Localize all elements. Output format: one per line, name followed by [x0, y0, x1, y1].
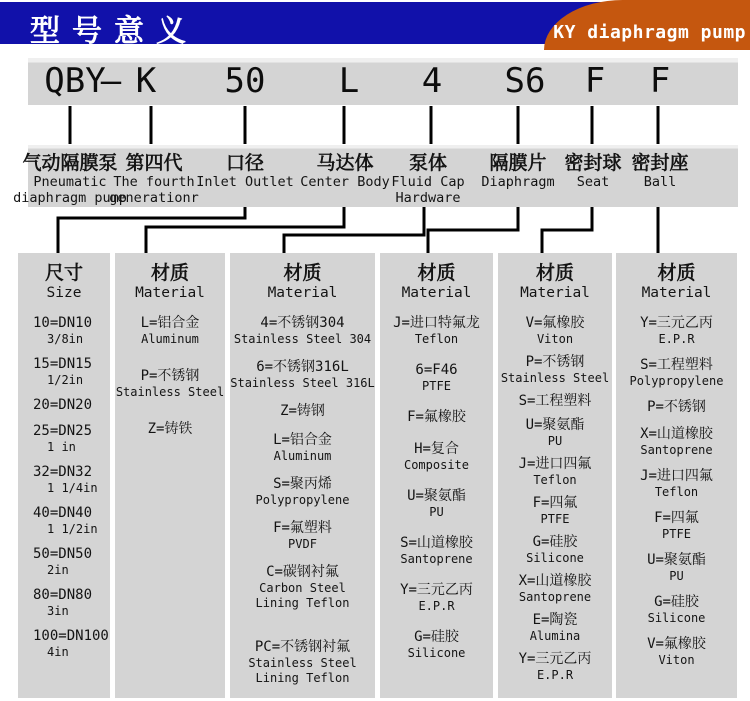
column-title-cn: 材质 [417, 262, 456, 284]
list-item: V=氟橡胶 Viton [525, 315, 585, 346]
list-item: 4=不锈钢304 Stainless Steel 304 [233, 315, 372, 346]
list-item: G=硅胶 Silicone [647, 594, 706, 625]
segment-cn: 口径 [225, 152, 265, 174]
list-item: C=碳钢衬氟 Carbon Steel Lining Teflon [255, 564, 350, 610]
list-item: S=聚丙烯 Polypropylene [255, 476, 350, 507]
list-item: 15=DN15 1/2in [33, 356, 93, 387]
column-title-cn: 尺寸 [44, 262, 83, 284]
list-item: F=氟橡胶 [407, 409, 466, 425]
column-title-cn: 材质 [657, 262, 696, 284]
list-item: Y=三元乙丙 E.P.R [400, 582, 473, 613]
list-item: G=硅胶 Silicone [407, 629, 466, 660]
segment-cn: 泵体 [408, 152, 447, 174]
column-items [380, 315, 493, 661]
code-token-diaphragm: S6 [504, 61, 546, 101]
code-token-series: QBY [44, 61, 106, 101]
list-item: S=工程塑料 Polypropylene [629, 357, 724, 388]
list-item: F=四氟 PTFE [654, 510, 699, 541]
column-size [18, 253, 110, 698]
list-item: S=工程塑料 [518, 393, 592, 409]
list-item: U=聚氨酯 PU [647, 552, 706, 583]
column-title-cn: 材质 [150, 262, 189, 284]
list-item: Z=铸铁 [147, 421, 193, 437]
list-item: 80=DN80 3in [33, 587, 93, 618]
column-items [498, 315, 612, 683]
code-token-center-body: L [338, 61, 360, 101]
segment-cn: 马达体 [316, 152, 374, 174]
list-item: J=进口四氟 Teflon [640, 468, 713, 499]
list-item: X=山道橡胶 Santoprene [640, 426, 713, 457]
segment-cn: 气动隔膜泵 [22, 152, 118, 174]
segment-seat [564, 152, 621, 190]
list-item: L=铝合金 Aluminum [140, 315, 200, 346]
segment-en: diaphragm pump [13, 190, 127, 206]
list-item: 40=DN40 1 1/2in [33, 505, 98, 536]
list-item: E=陶瓷 Alumina [529, 612, 581, 643]
column-items [230, 315, 375, 686]
connector-elbow-center-body [146, 207, 344, 253]
column-center-body-material [115, 253, 225, 698]
list-item: P=不锈钢 Stainless Steel [500, 354, 610, 385]
segment-inlet-outlet [196, 152, 294, 190]
connector-elbow-size [58, 207, 245, 253]
segment-diaphragm [481, 152, 554, 190]
column-items [18, 315, 110, 660]
list-item: L=铝合金 Aluminum [273, 432, 332, 463]
column-ball-material [616, 253, 737, 698]
column-title-en: Material [401, 285, 472, 301]
list-item: U=聚氨酯 PU [525, 417, 585, 448]
list-item: H=复合 Composite [403, 441, 470, 472]
list-item: 6=F46 PTFE [415, 362, 458, 393]
code-token-dash: – [100, 61, 122, 101]
column-title-en: Material [520, 285, 590, 301]
list-item: P=不锈钢 Stainless Steel [115, 368, 225, 399]
list-item: X=山道橡胶 Santoprene [518, 573, 592, 604]
list-item: Y=三元乙丙 E.P.R [518, 651, 592, 682]
column-fluid-cap-material [230, 253, 375, 698]
column-items [616, 315, 737, 668]
list-item: Z=铸钢 [280, 403, 325, 419]
list-item: 6=不锈钢316L Stainless Steel 316L [230, 359, 375, 390]
list-item: G=硅胶 Silicone [526, 534, 584, 565]
connector-elbow-fluid-cap [284, 207, 424, 253]
column-items [115, 315, 225, 438]
column-title-cn: 材质 [283, 262, 322, 284]
column-title-en: Material [267, 285, 338, 301]
column-title-en: Size [46, 285, 82, 301]
segment-en: Ball [643, 174, 677, 190]
segment-en: Fluid Cap [391, 174, 465, 190]
segment-en: Seat [576, 174, 610, 190]
segment-label-bar [13, 145, 738, 207]
connector-elbow-seat [542, 207, 592, 253]
code-token-seat: F [584, 61, 606, 101]
segment-center-body [300, 152, 389, 190]
list-item: 50=DN50 2in [33, 546, 93, 577]
code-token-ball: F [649, 61, 671, 101]
segment-en: Diaphragm [481, 174, 555, 190]
segment-ball [631, 152, 688, 190]
list-item: J=进口四氟 Teflon [518, 456, 592, 487]
segment-generation [109, 152, 198, 206]
column-title-cn: 材质 [535, 262, 574, 284]
connector-elbow-diaphragm [428, 207, 518, 253]
list-item: 20=DN20 [33, 397, 93, 413]
segment-en: The fourth [113, 174, 195, 190]
list-item: V=氟橡胶 Viton [647, 636, 706, 667]
segment-cn: 隔膜片 [489, 152, 547, 174]
segment-en: Hardware [395, 190, 461, 206]
list-item: F=氟塑料 PVDF [273, 520, 332, 551]
ribbon-label: KY diaphragm pump [553, 22, 746, 43]
segment-cn: 密封球 [564, 152, 622, 174]
code-token-generation: K [135, 61, 157, 101]
list-item: F=四氟 PTFE [532, 495, 578, 526]
list-item: P=不锈钢 [647, 399, 706, 415]
list-item: 10=DN10 3/8in [33, 315, 93, 346]
list-item: 25=DN25 1 in [33, 423, 93, 454]
page-title: 型号意义 [30, 14, 198, 49]
list-item: PC=不锈钢衬氟 Stainless Steel Lining Teflon [248, 639, 357, 685]
list-item: S=山道橡胶 Santoprene [400, 535, 473, 566]
column-diaphragm-material [380, 253, 493, 698]
code-token-size: 50 [224, 61, 266, 101]
segment-en: Pneumatic [33, 174, 107, 190]
segment-cn: 密封座 [631, 152, 689, 174]
segment-en: generationr [109, 190, 199, 206]
column-title-en: Material [135, 285, 205, 301]
list-item: U=聚氨酯 PU [407, 488, 466, 519]
column-title-en: Material [641, 285, 712, 301]
segment-en: Center Body [300, 174, 390, 190]
segment-fluid-cap [391, 152, 464, 206]
list-item: 100=DN100 4in [33, 628, 109, 659]
code-token-fluid-cap: 4 [421, 61, 443, 101]
segment-en: Inlet Outlet [196, 174, 294, 190]
list-item: 32=DN32 1 1/4in [33, 464, 98, 495]
column-seat-material [498, 253, 612, 698]
segment-cn: 第四代 [125, 152, 183, 174]
model-code-bar [28, 58, 738, 105]
list-item: Y=三元乙丙 E.P.R [640, 315, 713, 346]
list-item: J=进口特氟龙 Teflon [393, 315, 480, 346]
